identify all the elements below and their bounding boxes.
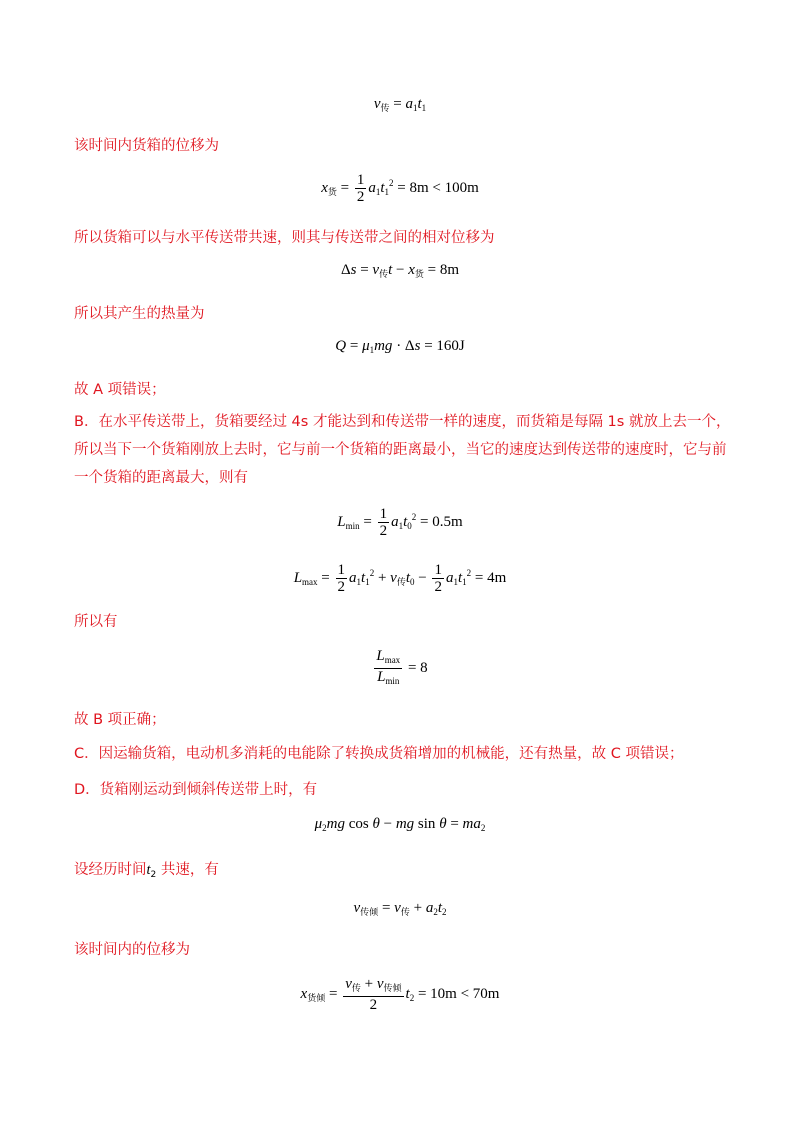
paragraph-5: B．在水平传送带上，货箱要经过 4s 才能达到和传送带一样的速度，而货箱是每隔 1s 就放上去一个，所以当下一个货箱刚放上去时，它与前一个货箱的距离最小，当它的速度达到传送带的速度时，它与前一个货箱的距离最大，则有 — [74, 414, 731, 486]
paragraph-10-text-b: 共速，有 — [160, 862, 219, 878]
time-symbol: t — [146, 862, 151, 878]
equation-7: $\frac{L_{max}}{L_{min}}$ = 8 — [376, 648, 428, 686]
paragraph-7: 故 B 项正确； — [74, 712, 166, 728]
time-symbol-subscript: 2 — [150, 870, 157, 880]
paragraph-4: 故 A 项错误； — [74, 382, 166, 398]
paragraph-8: C．因运输货箱，电动机多消耗的电能除了转换成货箱增加的机械能，还有热量，故 C 项错误； — [74, 746, 684, 762]
equation-5: $L_{min}$ = $\frac{1}{2}$ $a_1t_0^2 = 0.5m$ — [337, 506, 463, 539]
equation-2: $x_货$ = $\frac{1}{2}$ $a_1t_1^2 = 8m < 100m$ — [321, 172, 479, 205]
paragraph-9: D．货箱刚运动到倾斜传送带上时，有 — [74, 782, 318, 798]
equation-4: $Q = \mu_1mg \cdot \Delta s = 160J$ — [335, 338, 465, 355]
paragraph-10 — [74, 856, 734, 889]
equation-9: $v_{传倾} = v_传 + a_2t_2$ — [353, 900, 447, 917]
equation-10: $x_{货倾}$ = $\frac{v_传 + v_{传倾}}{2}$ $t_2 = 10m < 70m$ — [300, 976, 500, 1013]
equation-1: $v_传 = a_1t_1$ — [373, 96, 427, 113]
equation-6: $L_{max}$ = $\frac{1}{2}$ $a_1t_1^2 + v_传t_0$ − $\frac{1}{2}$ $a_1t_1^2 = 4m$ — [293, 562, 507, 595]
paragraph-10-text-a: 设经历时间 — [74, 862, 147, 878]
equation-3: $\Delta s = v_传t - x_货 = 8m$ — [340, 262, 460, 279]
paragraph-1: 该时间内货箱的位移为 — [74, 138, 219, 154]
equation-8: $\mu_2mg$ cos θ − mg $\sin \theta = ma_2$ — [314, 816, 486, 833]
paragraph-3: 所以其产生的热量为 — [74, 306, 205, 322]
paragraph-2: 所以货箱可以与水平传送带共速，则其与传送带之间的相对位移为 — [74, 230, 495, 246]
paragraph-6: 所以有 — [74, 614, 118, 630]
paragraph-11: 该时间内的位移为 — [74, 942, 190, 958]
